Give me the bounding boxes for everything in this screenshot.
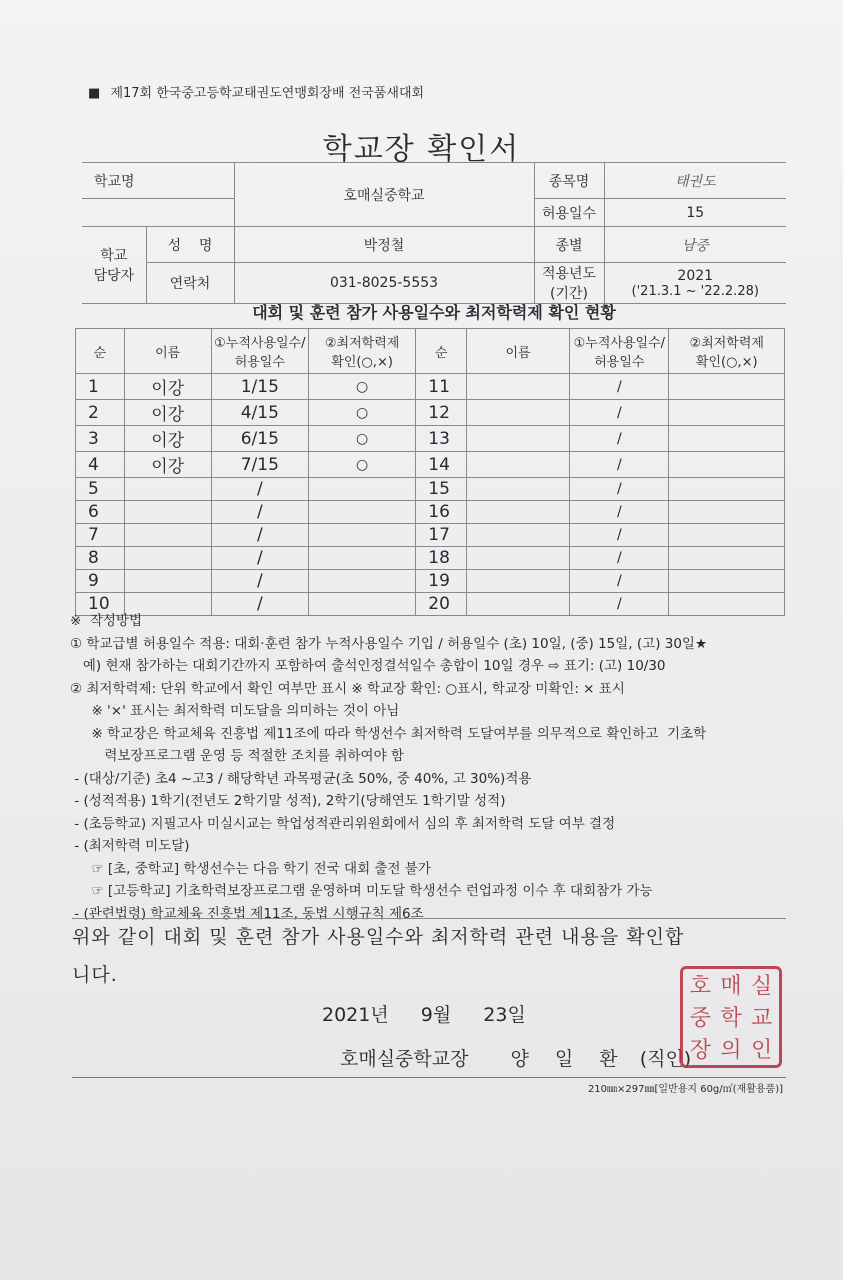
row-no: 11 (416, 374, 467, 400)
row-name (466, 570, 569, 593)
manager-label-line2: 담당자 (93, 268, 135, 284)
header-min-line1: ②최저학력제 (689, 336, 764, 351)
header-days-right (570, 329, 669, 374)
header-no-right: 순 (416, 329, 467, 374)
manager-label (82, 227, 146, 304)
seal-character: 호 (689, 974, 711, 999)
row-no: 8 (76, 547, 125, 570)
seal-character: 장 (689, 1038, 711, 1063)
row-min (308, 524, 415, 547)
row-days: / (570, 593, 669, 616)
row-no: 20 (416, 593, 467, 616)
instructions (70, 610, 790, 925)
row-name (124, 570, 211, 593)
row-no: 10 (76, 593, 125, 616)
seal-character: 중 (689, 1006, 711, 1031)
row-min (308, 501, 415, 524)
instruction-line: 력보장프로그램 운영 등 적절한 조치를 취하여야 함 (70, 748, 404, 764)
row-name (466, 547, 569, 570)
row-name: 이강 (124, 426, 211, 452)
paper-spec: 210㎜×297㎜[일반용지 60g/㎡(재활용품)] (587, 1084, 783, 1095)
row-min (669, 501, 785, 524)
row-days: 7/15 (211, 452, 308, 478)
contact-label: 연락처 (146, 263, 234, 304)
header-square-icon: ■ (88, 86, 101, 101)
row-days: / (570, 524, 669, 547)
header-min-left (308, 329, 415, 374)
row-no: 5 (76, 478, 125, 501)
row-min: ○ (308, 400, 415, 426)
instruction-line: - (초등학교) 지필고사 미실시교는 학업성적관리위원회에서 심의 후 최저학력 도달 여부 결정 (70, 815, 616, 832)
period-value: ('21.3.1 ~ '22.2.28) (631, 283, 759, 299)
header-name-left: 이름 (124, 329, 211, 374)
row-days: / (570, 374, 669, 400)
allowed-days-value: 15 (604, 199, 786, 227)
row-no: 12 (416, 400, 467, 426)
category-label: 종별 (534, 227, 604, 263)
table-row (76, 400, 785, 426)
row-name (466, 478, 569, 501)
instruction-line: ② 최저학력제: 단위 학교에서 확인 여부만 표시 ※ 학교장 확인: ○표시, 학교장 미확인: × 표시 (70, 680, 625, 697)
year-value-cell (604, 263, 786, 304)
bottom-divider (72, 1077, 786, 1078)
row-no: 13 (416, 426, 467, 452)
seal-character: 학 (720, 1006, 742, 1031)
seal-label: (직인) (639, 1048, 692, 1070)
row-days: 4/15 (211, 400, 308, 426)
row-no: 2 (76, 400, 125, 426)
header-min-right (669, 329, 785, 374)
row-name (124, 547, 211, 570)
confirmation-line1: 위와 같이 대회 및 훈련 참가 사용일수와 최저학력 관련 내용을 확인합 (72, 926, 685, 948)
category-value: 남중 (604, 227, 786, 263)
row-days: / (211, 570, 308, 593)
instruction-line: ☞ [초, 중학교] 학생선수는 다음 학기 전국 대회 출전 불가 (70, 860, 431, 877)
row-no: 16 (416, 501, 467, 524)
confirmation-line2: 니다. (72, 964, 118, 986)
row-min (669, 524, 785, 547)
year-label-line1: 적용년도 (541, 266, 597, 282)
row-name (466, 426, 569, 452)
row-days: / (570, 452, 669, 478)
contact-value: 031-8025-5553 (234, 263, 534, 304)
header-days-left (211, 329, 308, 374)
row-name (466, 452, 569, 478)
header-days-line1: ①누적사용일수/ (214, 336, 306, 351)
event-value: 태권도 (604, 163, 786, 199)
table-row (76, 452, 785, 478)
row-name (124, 501, 211, 524)
row-min (669, 547, 785, 570)
school-info-table (82, 162, 786, 304)
row-days: / (211, 478, 308, 501)
header-min-line2: 확인(○,×) (695, 355, 758, 370)
row-name (466, 501, 569, 524)
year-label (534, 263, 604, 304)
row-days: / (211, 524, 308, 547)
signer (340, 1044, 691, 1071)
row-days: / (570, 547, 669, 570)
row-name (466, 374, 569, 400)
row-name: 이강 (124, 400, 211, 426)
row-name: 이강 (124, 452, 211, 478)
row-days: / (570, 501, 669, 524)
row-name (466, 400, 569, 426)
allowed-days-label: 허용일수 (534, 199, 604, 227)
event-header (88, 82, 424, 101)
row-days: / (211, 547, 308, 570)
table-row (76, 570, 785, 593)
header-days-line1: ①누적사용일수/ (573, 336, 666, 351)
table-row (76, 524, 785, 547)
instruction-line: ☞ [고등학교] 기초학력보장프로그램 운영하며 미도달 학생선수 런업과정 이수 후 대회참가 가능 (70, 883, 653, 899)
row-min (669, 570, 785, 593)
row-min (669, 374, 785, 400)
header-min-line2: 확인(○,×) (331, 355, 393, 370)
signer-name: 양 일 환 (510, 1048, 628, 1070)
row-min (308, 570, 415, 593)
row-no: 15 (416, 478, 467, 501)
row-min (669, 400, 785, 426)
name-value: 박정철 (234, 227, 534, 263)
instruction-line: - (대상/기준) 초4 ~고3 / 해당학년 과목평균(초 50%, 중 40%, 고 30%)적용 (70, 770, 532, 787)
row-no: 17 (416, 524, 467, 547)
participation-section-title: 대회 및 훈련 참가 사용일수와 최저학력제 확인 현황 (252, 303, 616, 322)
row-name (124, 524, 211, 547)
table-row (76, 478, 785, 501)
row-no: 3 (76, 426, 125, 452)
row-no: 14 (416, 452, 467, 478)
row-min: ○ (308, 452, 415, 478)
row-no: 9 (76, 570, 125, 593)
row-name (124, 478, 211, 501)
instruction-line: - (성적적용) 1학기(전년도 2학기말 성적), 2학기(당해연도 1학기말 성적) (70, 793, 506, 809)
row-no: 19 (416, 570, 467, 593)
instruction-line: - (관련법령) 학교체육 진흥법 제11조, 동법 시행규칙 제6조 (70, 905, 424, 922)
seal-character: 실 (751, 974, 773, 999)
signer-title: 호매실중학교장 (340, 1048, 469, 1070)
page-title: 학교장 확인서 (322, 132, 521, 167)
official-seal-stamp (680, 966, 782, 1068)
instruction-line: ※ 학교장은 학교체육 진흥법 제11조에 따라 학생선수 최저학력 도달여부를 의무적으로 확인하고 기초학 (70, 725, 707, 742)
row-min (669, 426, 785, 452)
row-name (466, 524, 569, 547)
participation-table (75, 328, 785, 616)
row-no: 18 (416, 547, 467, 570)
header-min-line1: ②최저학력제 (324, 336, 400, 351)
issue-date: 2021년 9월 23일 (322, 1004, 526, 1026)
header-no-left: 순 (76, 329, 125, 374)
row-no: 4 (76, 452, 125, 478)
row-name: 이강 (124, 374, 211, 400)
row-min (669, 452, 785, 478)
row-min (308, 478, 415, 501)
school-label: 학교명 (82, 163, 234, 199)
row-min (308, 547, 415, 570)
seal-character: 교 (751, 1006, 773, 1031)
event-label: 종목명 (534, 163, 604, 199)
year-label-line2: (기간) (550, 286, 588, 302)
header-days-line2: 허용일수 (594, 355, 645, 370)
header-name-right: 이름 (466, 329, 569, 374)
row-no: 1 (76, 374, 125, 400)
instruction-line: - (최저학력 미도달) (70, 838, 190, 854)
row-min (669, 478, 785, 501)
table-row (76, 547, 785, 570)
instruction-line: ① 학교급별 허용일수 적용: 대회·훈련 참가 누적사용일수 기입 / 허용일수 (초) 10일, (중) 15일, (고) 30일★ (70, 635, 708, 652)
name-label: 성 명 (146, 227, 234, 263)
row-days: / (211, 501, 308, 524)
row-days: / (570, 400, 669, 426)
row-days: 1/15 (211, 374, 308, 400)
row-days: / (570, 426, 669, 452)
seal-character: 인 (751, 1038, 773, 1063)
seal-character: 의 (720, 1038, 742, 1063)
row-min: ○ (308, 426, 415, 452)
year-value: 2021 (677, 267, 714, 284)
event-name: 제17회 한국중고등학교태권도연맹회장배 전국품새대회 (110, 86, 425, 101)
school-value: 호매실중학교 (234, 163, 534, 227)
table-row (76, 426, 785, 452)
instruction-line: 예) 현재 참가하는 대회기간까지 포함하여 출석인정결석일수 총합이 10일 경우 ⇨ 표기: (고) 10/30 (70, 658, 666, 674)
row-min: ○ (308, 374, 415, 400)
row-no: 7 (76, 524, 125, 547)
instruction-line: ※ '×' 표시는 최저학력 미도달을 의미하는 것이 아님 (70, 703, 400, 719)
header-days-line2: 허용일수 (234, 355, 285, 370)
row-days: 6/15 (211, 426, 308, 452)
instruction-line: ※ 작성방법 (70, 613, 143, 629)
row-days: / (211, 593, 308, 616)
row-days: / (570, 570, 669, 593)
row-no: 6 (76, 501, 125, 524)
table-row (76, 501, 785, 524)
seal-character: 매 (720, 974, 742, 999)
manager-label-line1: 학교 (100, 248, 128, 264)
table-row (76, 374, 785, 400)
participation-rows (76, 374, 785, 616)
row-days: / (570, 478, 669, 501)
